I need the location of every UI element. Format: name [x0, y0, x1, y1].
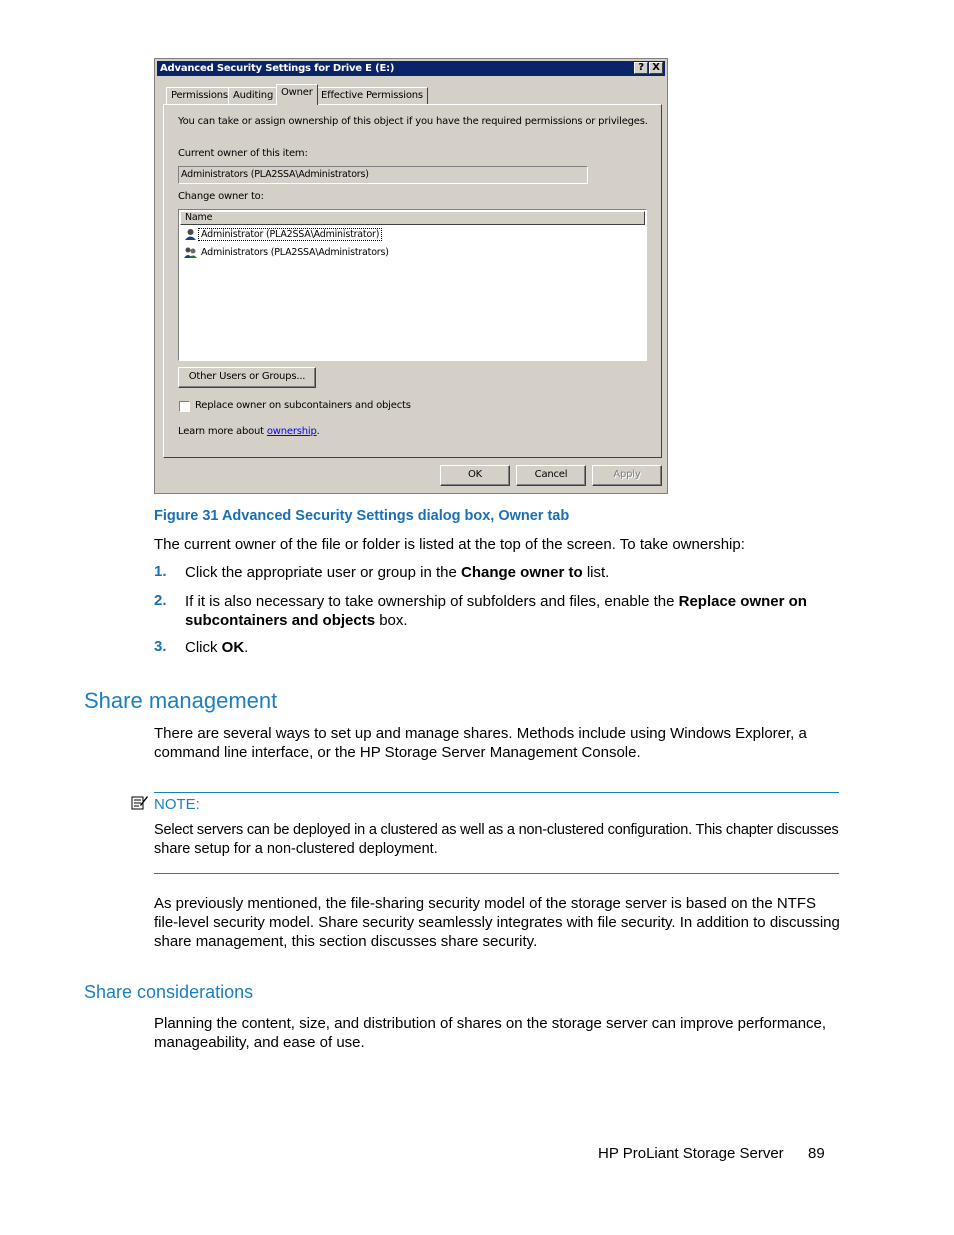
step-text: . [244, 639, 249, 656]
note-top-rule [154, 792, 839, 793]
note-icon [131, 794, 149, 810]
close-button[interactable]: X [649, 62, 663, 74]
replace-owner-label[interactable]: Replace owner on subcontainers and objects [195, 400, 411, 411]
dialog-titlebar [157, 61, 665, 76]
dialog-title: Advanced Security Settings for Drive E (E:) [160, 63, 395, 74]
step-text: If it is also necessary to take ownership of subfolders and files, enable the [185, 593, 679, 610]
security-line-1: As previously mentioned, the file-sharing security model of the storage server is based on the NTFS [154, 895, 816, 912]
security-line-2: file-level security model. Share security seamlessly integrates with file security. In addition to discussing [154, 914, 840, 931]
advanced-security-settings-dialog [154, 58, 668, 494]
step-bold-term: OK [221, 639, 245, 656]
current-owner-label: Current owner of this item: [178, 148, 308, 159]
footer-product-name: HP ProLiant Storage Server [598, 1145, 784, 1162]
change-owner-list[interactable] [178, 209, 647, 361]
step-text: Click [185, 639, 222, 656]
help-button[interactable]: ? [634, 62, 648, 74]
share-management-line-1: There are several ways to set up and manage shares. Methods include using Windows Explorer, a [154, 725, 807, 742]
learn-more-text [178, 426, 320, 437]
step-number: 3. [154, 638, 167, 655]
step-2-text [185, 592, 825, 630]
replace-owner-checkbox[interactable] [179, 401, 190, 412]
learn-more-suffix: . [316, 426, 320, 437]
step-number: 1. [154, 563, 167, 580]
note-bottom-rule [154, 873, 839, 874]
note-label: NOTE: [154, 796, 200, 813]
list-item-administrators[interactable] [184, 245, 391, 261]
share-considerations-line-1: Planning the content, size, and distribution of shares on the storage server can improve performance, [154, 1015, 827, 1032]
change-owner-label: Change owner to: [178, 191, 264, 202]
current-owner-field: Administrators (PLA2SSA\Administrators) [178, 166, 588, 184]
step-text: box. [375, 612, 408, 629]
step-bold-term: Replace owner on [678, 593, 807, 610]
list-item-administrator[interactable] [184, 227, 381, 243]
step-number: 2. [154, 592, 167, 609]
figure-caption: Figure 31 Advanced Security Settings dialog box, Owner tab [154, 508, 570, 524]
learn-more-prefix: Learn more about [178, 426, 267, 437]
list-item-label: Administrators (PLA2SSA\Administrators) [201, 247, 389, 258]
step-bold-term: Change owner to [460, 564, 583, 581]
apply-button[interactable]: Apply [592, 465, 662, 486]
note-line-2: share setup for a non-clustered deployment. [154, 841, 438, 857]
step-bold-term: subcontainers and objects [185, 612, 376, 629]
user-icon [184, 228, 197, 241]
step-text: Click the appropriate user or group in the [185, 564, 461, 581]
ownership-link[interactable]: ownership [266, 426, 317, 437]
note-line-1: Select servers can be deployed in a clustered as well as a non-clustered configuration. This chapter discusses [154, 822, 839, 838]
tab-auditing[interactable]: Auditing [228, 87, 278, 104]
list-item-label: Administrator (PLA2SSA\Administrator) [201, 229, 380, 240]
cancel-button[interactable]: Cancel [516, 465, 586, 486]
footer-page-number: 89 [808, 1145, 825, 1162]
tab-effective-permissions[interactable]: Effective Permissions [316, 87, 428, 104]
tab-permissions[interactable]: Permissions [166, 87, 233, 104]
step-1-text [185, 563, 609, 582]
share-management-line-2: command line interface, or the HP Storage Server Management Console. [154, 744, 641, 761]
list-column-name[interactable]: Name [180, 211, 645, 225]
group-icon [184, 246, 197, 259]
ok-button[interactable]: OK [440, 465, 510, 486]
owner-tab-panel [163, 104, 662, 458]
other-users-or-groups-button[interactable]: Other Users or Groups... [178, 367, 316, 388]
share-considerations-heading: Share considerations [84, 982, 254, 1002]
tab-owner[interactable]: Owner [276, 84, 318, 105]
security-line-3: share management, this section discusses share security. [154, 933, 538, 950]
share-management-heading: Share management [84, 688, 278, 713]
intro-paragraph: The current owner of the file or folder is listed at the top of the screen. To take ownership: [154, 536, 745, 553]
step-text: list. [582, 564, 610, 581]
owner-intro-text: You can take or assign ownership of this object if you have the required permissions or privileges. [178, 116, 648, 127]
step-3-text [185, 638, 248, 657]
share-considerations-line-2: manageability, and ease of use. [154, 1034, 365, 1051]
